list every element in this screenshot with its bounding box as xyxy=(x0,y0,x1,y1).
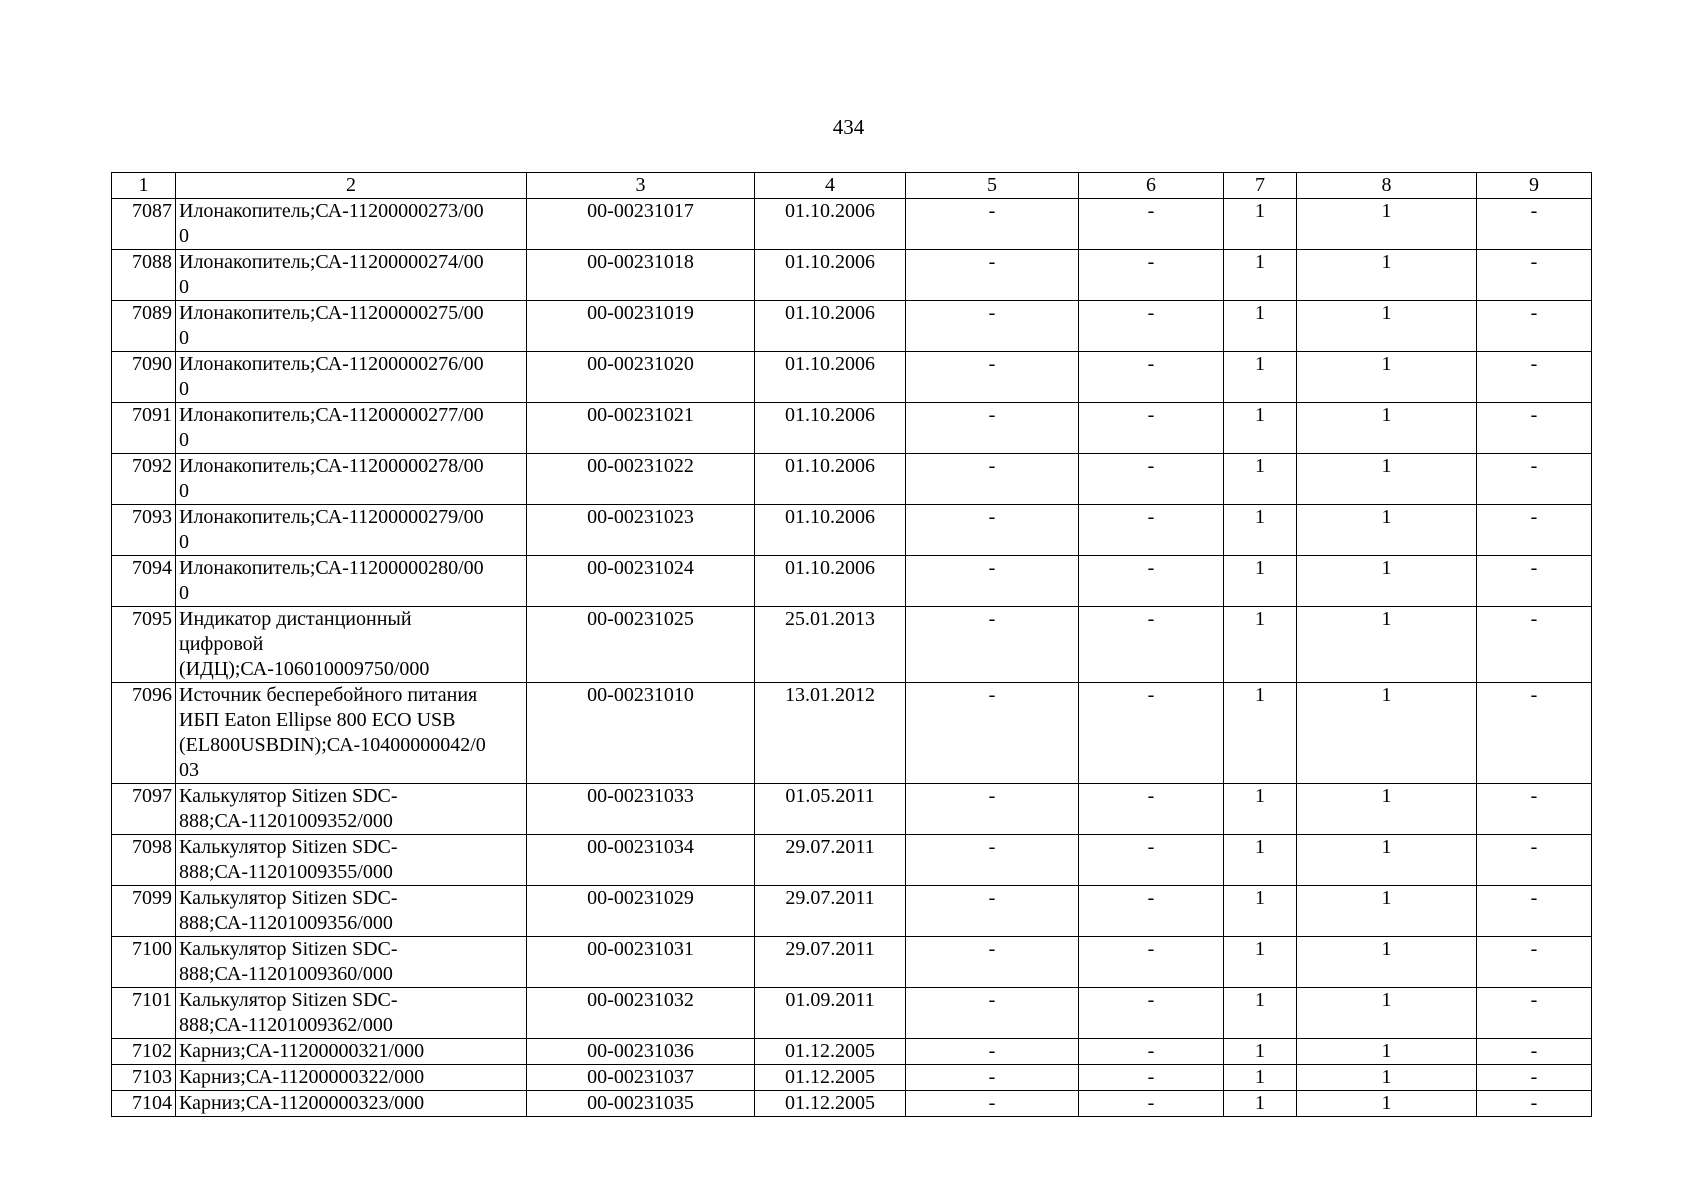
cell-col-9: - xyxy=(1477,937,1592,988)
cell-col-5: - xyxy=(906,988,1079,1039)
cell-date: 01.10.2006 xyxy=(755,454,906,505)
cell-col-6: - xyxy=(1079,886,1224,937)
cell-col-8: 1 xyxy=(1297,683,1477,784)
cell-col-5: - xyxy=(906,784,1079,835)
cell-inventory-code: 00-00231019 xyxy=(527,301,755,352)
cell-col-6: - xyxy=(1079,454,1224,505)
cell-col-8: 1 xyxy=(1297,988,1477,1039)
cell-col-5: - xyxy=(906,937,1079,988)
cell-col-5: - xyxy=(906,1065,1079,1091)
cell-col-7: 1 xyxy=(1224,301,1297,352)
column-header: 1 xyxy=(112,173,176,199)
cell-item-name: Илонакопитель;СА-11200000277/00 0 xyxy=(176,403,527,454)
cell-col-6: - xyxy=(1079,352,1224,403)
cell-col-6: - xyxy=(1079,1039,1224,1065)
cell-col-9: - xyxy=(1477,301,1592,352)
inventory-table xyxy=(111,172,1592,1117)
cell-col-9: - xyxy=(1477,683,1592,784)
cell-item-name: Карниз;СА-11200000321/000 xyxy=(176,1039,527,1065)
cell-col-6: - xyxy=(1079,505,1224,556)
cell-col-7: 1 xyxy=(1224,352,1297,403)
cell-row-number: 7097 xyxy=(112,784,176,835)
cell-row-number: 7093 xyxy=(112,505,176,556)
cell-col-5: - xyxy=(906,886,1079,937)
cell-col-5: - xyxy=(906,1091,1079,1117)
cell-col-6: - xyxy=(1079,683,1224,784)
cell-date: 01.12.2005 xyxy=(755,1065,906,1091)
cell-col-8: 1 xyxy=(1297,250,1477,301)
cell-col-7: 1 xyxy=(1224,1091,1297,1117)
cell-col-8: 1 xyxy=(1297,784,1477,835)
cell-col-9: - xyxy=(1477,556,1592,607)
cell-col-6: - xyxy=(1079,937,1224,988)
cell-col-7: 1 xyxy=(1224,403,1297,454)
table-row xyxy=(112,505,1592,556)
cell-col-7: 1 xyxy=(1224,886,1297,937)
cell-row-number: 7088 xyxy=(112,250,176,301)
cell-col-8: 1 xyxy=(1297,607,1477,683)
cell-col-7: 1 xyxy=(1224,199,1297,250)
table-row xyxy=(112,352,1592,403)
cell-item-name: Илонакопитель;СА-11200000273/00 0 xyxy=(176,199,527,250)
cell-item-name: Калькулятор Sitizen SDC- 888;СА-11201009352/000 xyxy=(176,784,527,835)
cell-col-6: - xyxy=(1079,607,1224,683)
table-row xyxy=(112,301,1592,352)
table-row xyxy=(112,607,1592,683)
cell-date: 01.12.2005 xyxy=(755,1091,906,1117)
cell-col-6: - xyxy=(1079,250,1224,301)
column-header: 3 xyxy=(527,173,755,199)
cell-inventory-code: 00-00231020 xyxy=(527,352,755,403)
cell-inventory-code: 00-00231036 xyxy=(527,1039,755,1065)
cell-col-8: 1 xyxy=(1297,886,1477,937)
table-row xyxy=(112,556,1592,607)
cell-col-5: - xyxy=(906,683,1079,784)
cell-col-7: 1 xyxy=(1224,835,1297,886)
cell-col-8: 1 xyxy=(1297,301,1477,352)
cell-col-7: 1 xyxy=(1224,454,1297,505)
cell-date: 29.07.2011 xyxy=(755,886,906,937)
cell-row-number: 7101 xyxy=(112,988,176,1039)
cell-col-8: 1 xyxy=(1297,937,1477,988)
cell-col-9: - xyxy=(1477,352,1592,403)
cell-col-9: - xyxy=(1477,1065,1592,1091)
cell-col-6: - xyxy=(1079,556,1224,607)
cell-col-7: 1 xyxy=(1224,607,1297,683)
cell-col-5: - xyxy=(906,505,1079,556)
cell-col-8: 1 xyxy=(1297,454,1477,505)
cell-col-6: - xyxy=(1079,1065,1224,1091)
cell-col-5: - xyxy=(906,352,1079,403)
cell-item-name: Источник бесперебойного питания ИБП Eaton Ellipse 800 ECO USB (EL800USBDIN);СА-10400000042/0 03 xyxy=(176,683,527,784)
cell-col-8: 1 xyxy=(1297,1065,1477,1091)
cell-col-9: - xyxy=(1477,505,1592,556)
table-row xyxy=(112,403,1592,454)
table-row xyxy=(112,199,1592,250)
cell-col-6: - xyxy=(1079,988,1224,1039)
cell-inventory-code: 00-00231021 xyxy=(527,403,755,454)
cell-item-name: Калькулятор Sitizen SDC- 888;СА-11201009355/000 xyxy=(176,835,527,886)
table-row xyxy=(112,937,1592,988)
cell-item-name: Илонакопитель;СА-11200000275/00 0 xyxy=(176,301,527,352)
cell-row-number: 7087 xyxy=(112,199,176,250)
cell-item-name: Калькулятор Sitizen SDC- 888;СА-11201009356/000 xyxy=(176,886,527,937)
cell-date: 01.10.2006 xyxy=(755,199,906,250)
cell-inventory-code: 00-00231033 xyxy=(527,784,755,835)
column-header: 2 xyxy=(176,173,527,199)
column-header: 5 xyxy=(906,173,1079,199)
cell-row-number: 7102 xyxy=(112,1039,176,1065)
cell-col-6: - xyxy=(1079,301,1224,352)
cell-col-9: - xyxy=(1477,607,1592,683)
cell-col-9: - xyxy=(1477,988,1592,1039)
table-row xyxy=(112,886,1592,937)
table-row xyxy=(112,1039,1592,1065)
cell-col-7: 1 xyxy=(1224,250,1297,301)
cell-date: 01.10.2006 xyxy=(755,352,906,403)
cell-col-5: - xyxy=(906,835,1079,886)
cell-row-number: 7095 xyxy=(112,607,176,683)
table-row xyxy=(112,250,1592,301)
cell-item-name: Илонакопитель;СА-11200000278/00 0 xyxy=(176,454,527,505)
cell-col-5: - xyxy=(906,301,1079,352)
cell-inventory-code: 00-00231037 xyxy=(527,1065,755,1091)
cell-col-7: 1 xyxy=(1224,556,1297,607)
cell-col-7: 1 xyxy=(1224,683,1297,784)
cell-col-7: 1 xyxy=(1224,988,1297,1039)
cell-row-number: 7092 xyxy=(112,454,176,505)
cell-item-name: Карниз;СА-11200000322/000 xyxy=(176,1065,527,1091)
cell-col-5: - xyxy=(906,403,1079,454)
column-header: 6 xyxy=(1079,173,1224,199)
cell-col-7: 1 xyxy=(1224,784,1297,835)
cell-inventory-code: 00-00231029 xyxy=(527,886,755,937)
cell-col-5: - xyxy=(906,607,1079,683)
column-header: 4 xyxy=(755,173,906,199)
table-row xyxy=(112,988,1592,1039)
cell-item-name: Карниз;СА-11200000323/000 xyxy=(176,1091,527,1117)
cell-col-9: - xyxy=(1477,454,1592,505)
cell-inventory-code: 00-00231032 xyxy=(527,988,755,1039)
cell-col-6: - xyxy=(1079,403,1224,454)
cell-row-number: 7099 xyxy=(112,886,176,937)
cell-item-name: Калькулятор Sitizen SDC- 888;СА-11201009360/000 xyxy=(176,937,527,988)
cell-inventory-code: 00-00231022 xyxy=(527,454,755,505)
cell-date: 01.10.2006 xyxy=(755,556,906,607)
cell-col-9: - xyxy=(1477,1039,1592,1065)
table-row xyxy=(112,683,1592,784)
table-row xyxy=(112,1091,1592,1117)
cell-inventory-code: 00-00231031 xyxy=(527,937,755,988)
cell-date: 29.07.2011 xyxy=(755,937,906,988)
cell-col-8: 1 xyxy=(1297,1039,1477,1065)
cell-row-number: 7094 xyxy=(112,556,176,607)
cell-item-name: Илонакопитель;СА-11200000274/00 0 xyxy=(176,250,527,301)
cell-item-name: Индикатор дистанционный цифровой (ИДЦ);СА-106010009750/000 xyxy=(176,607,527,683)
cell-col-9: - xyxy=(1477,199,1592,250)
column-header: 9 xyxy=(1477,173,1592,199)
cell-col-5: - xyxy=(906,556,1079,607)
table-row xyxy=(112,454,1592,505)
cell-item-name: Илонакопитель;СА-11200000276/00 0 xyxy=(176,352,527,403)
cell-date: 01.09.2011 xyxy=(755,988,906,1039)
cell-inventory-code: 00-00231024 xyxy=(527,556,755,607)
cell-col-9: - xyxy=(1477,784,1592,835)
cell-row-number: 7104 xyxy=(112,1091,176,1117)
table-body xyxy=(112,199,1592,1117)
cell-col-7: 1 xyxy=(1224,1039,1297,1065)
cell-inventory-code: 00-00231035 xyxy=(527,1091,755,1117)
cell-col-9: - xyxy=(1477,886,1592,937)
cell-col-9: - xyxy=(1477,835,1592,886)
cell-col-5: - xyxy=(906,250,1079,301)
column-header: 7 xyxy=(1224,173,1297,199)
cell-row-number: 7096 xyxy=(112,683,176,784)
table-row xyxy=(112,835,1592,886)
cell-row-number: 7100 xyxy=(112,937,176,988)
cell-date: 01.10.2006 xyxy=(755,250,906,301)
cell-col-9: - xyxy=(1477,403,1592,454)
column-header: 8 xyxy=(1297,173,1477,199)
cell-date: 13.01.2012 xyxy=(755,683,906,784)
cell-col-9: - xyxy=(1477,1091,1592,1117)
cell-inventory-code: 00-00231023 xyxy=(527,505,755,556)
cell-col-8: 1 xyxy=(1297,1091,1477,1117)
cell-date: 01.10.2006 xyxy=(755,505,906,556)
cell-date: 01.12.2005 xyxy=(755,1039,906,1065)
cell-inventory-code: 00-00231010 xyxy=(527,683,755,784)
cell-inventory-code: 00-00231018 xyxy=(527,250,755,301)
cell-col-8: 1 xyxy=(1297,199,1477,250)
cell-item-name: Илонакопитель;СА-11200000280/00 0 xyxy=(176,556,527,607)
cell-col-8: 1 xyxy=(1297,352,1477,403)
cell-col-6: - xyxy=(1079,784,1224,835)
cell-col-8: 1 xyxy=(1297,835,1477,886)
cell-inventory-code: 00-00231034 xyxy=(527,835,755,886)
cell-row-number: 7089 xyxy=(112,301,176,352)
cell-col-5: - xyxy=(906,199,1079,250)
cell-row-number: 7098 xyxy=(112,835,176,886)
table-row xyxy=(112,784,1592,835)
page-number: 434 xyxy=(832,115,865,139)
cell-col-7: 1 xyxy=(1224,1065,1297,1091)
table-row xyxy=(112,1065,1592,1091)
cell-item-name: Илонакопитель;СА-11200000279/00 0 xyxy=(176,505,527,556)
cell-item-name: Калькулятор Sitizen SDC- 888;СА-11201009362/000 xyxy=(176,988,527,1039)
cell-inventory-code: 00-00231017 xyxy=(527,199,755,250)
cell-col-7: 1 xyxy=(1224,505,1297,556)
cell-row-number: 7091 xyxy=(112,403,176,454)
cell-date: 01.10.2006 xyxy=(755,301,906,352)
cell-col-7: 1 xyxy=(1224,937,1297,988)
cell-col-6: - xyxy=(1079,835,1224,886)
cell-col-8: 1 xyxy=(1297,403,1477,454)
cell-col-6: - xyxy=(1079,199,1224,250)
cell-col-6: - xyxy=(1079,1091,1224,1117)
cell-date: 01.10.2006 xyxy=(755,403,906,454)
cell-col-8: 1 xyxy=(1297,556,1477,607)
cell-date: 29.07.2011 xyxy=(755,835,906,886)
cell-col-9: - xyxy=(1477,250,1592,301)
cell-col-5: - xyxy=(906,454,1079,505)
cell-col-5: - xyxy=(906,1039,1079,1065)
cell-inventory-code: 00-00231025 xyxy=(527,607,755,683)
cell-date: 01.05.2011 xyxy=(755,784,906,835)
cell-col-8: 1 xyxy=(1297,505,1477,556)
cell-date: 25.01.2013 xyxy=(755,607,906,683)
cell-row-number: 7090 xyxy=(112,352,176,403)
table-header-row xyxy=(112,173,1592,199)
cell-row-number: 7103 xyxy=(112,1065,176,1091)
